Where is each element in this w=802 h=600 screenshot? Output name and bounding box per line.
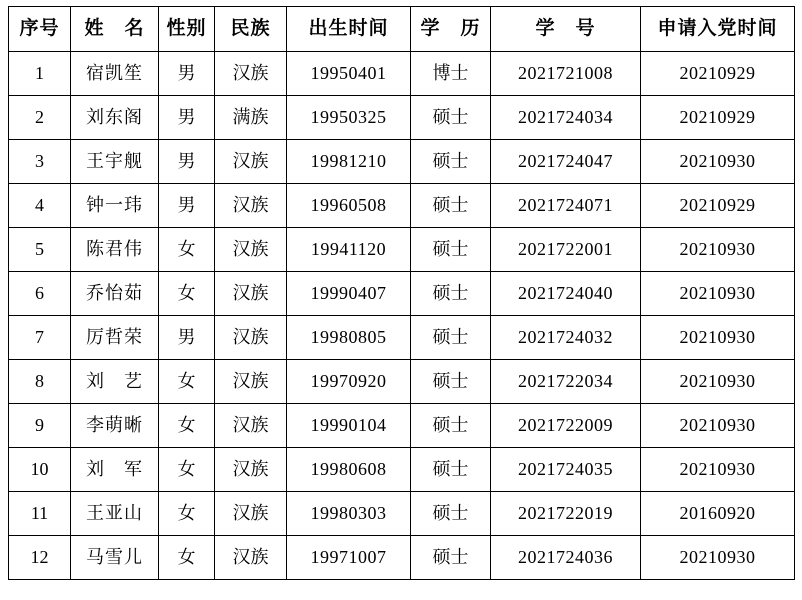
cell-student-id: 2021722001	[491, 228, 641, 272]
cell-student-id: 2021722009	[491, 404, 641, 448]
cell-index: 1	[9, 52, 71, 96]
cell-gender: 男	[159, 316, 215, 360]
cell-apply-date: 20160920	[641, 492, 795, 536]
column-header-ethnicity: 民族	[215, 7, 287, 52]
cell-birth-date: 19971007	[287, 536, 411, 580]
cell-student-id: 2021724035	[491, 448, 641, 492]
column-header-birth-date: 出生时间	[287, 7, 411, 52]
table-row	[9, 140, 795, 184]
cell-apply-date: 20210929	[641, 96, 795, 140]
table-row	[9, 404, 795, 448]
cell-ethnicity: 汉族	[215, 360, 287, 404]
cell-name: 刘东阁	[71, 96, 159, 140]
column-header-index: 序号	[9, 7, 71, 52]
cell-gender: 女	[159, 492, 215, 536]
table-row	[9, 360, 795, 404]
cell-index: 5	[9, 228, 71, 272]
cell-student-id: 2021721008	[491, 52, 641, 96]
cell-gender: 女	[159, 404, 215, 448]
cell-index: 4	[9, 184, 71, 228]
cell-index: 6	[9, 272, 71, 316]
cell-apply-date: 20210930	[641, 536, 795, 580]
cell-education: 硕士	[411, 96, 491, 140]
cell-ethnicity: 汉族	[215, 492, 287, 536]
table-row	[9, 52, 795, 96]
cell-name: 王宇舰	[71, 140, 159, 184]
cell-ethnicity: 满族	[215, 96, 287, 140]
column-header-education: 学 历	[411, 7, 491, 52]
table-row	[9, 184, 795, 228]
cell-name: 李萌晰	[71, 404, 159, 448]
column-header-apply-date: 申请入党时间	[641, 7, 795, 52]
cell-index: 7	[9, 316, 71, 360]
table-row	[9, 228, 795, 272]
cell-student-id: 2021724036	[491, 536, 641, 580]
cell-ethnicity: 汉族	[215, 52, 287, 96]
cell-education: 硕士	[411, 448, 491, 492]
cell-education: 硕士	[411, 536, 491, 580]
cell-apply-date: 20210930	[641, 272, 795, 316]
column-header-gender: 性别	[159, 7, 215, 52]
table-row	[9, 272, 795, 316]
cell-education: 硕士	[411, 184, 491, 228]
cell-education: 硕士	[411, 316, 491, 360]
cell-birth-date: 19981210	[287, 140, 411, 184]
cell-birth-date: 19980805	[287, 316, 411, 360]
cell-birth-date: 19941120	[287, 228, 411, 272]
cell-birth-date: 19960508	[287, 184, 411, 228]
cell-ethnicity: 汉族	[215, 228, 287, 272]
cell-index: 12	[9, 536, 71, 580]
cell-name: 刘 艺	[71, 360, 159, 404]
cell-ethnicity: 汉族	[215, 448, 287, 492]
cell-ethnicity: 汉族	[215, 404, 287, 448]
table-row	[9, 536, 795, 580]
cell-gender: 女	[159, 360, 215, 404]
cell-name: 宿凯笙	[71, 52, 159, 96]
cell-education: 硕士	[411, 404, 491, 448]
cell-name: 厉哲荣	[71, 316, 159, 360]
cell-index: 2	[9, 96, 71, 140]
cell-student-id: 2021724032	[491, 316, 641, 360]
cell-student-id: 2021724047	[491, 140, 641, 184]
cell-index: 10	[9, 448, 71, 492]
cell-birth-date: 19950401	[287, 52, 411, 96]
table-body	[9, 52, 795, 580]
table-row	[9, 448, 795, 492]
cell-name: 钟一玮	[71, 184, 159, 228]
cell-birth-date: 19980608	[287, 448, 411, 492]
cell-gender: 女	[159, 536, 215, 580]
cell-name: 陈君伟	[71, 228, 159, 272]
cell-student-id: 2021722019	[491, 492, 641, 536]
cell-ethnicity: 汉族	[215, 536, 287, 580]
party-application-roster-table	[8, 6, 795, 580]
cell-education: 硕士	[411, 360, 491, 404]
cell-student-id: 2021724034	[491, 96, 641, 140]
cell-apply-date: 20210930	[641, 316, 795, 360]
cell-birth-date: 19980303	[287, 492, 411, 536]
cell-ethnicity: 汉族	[215, 184, 287, 228]
cell-birth-date: 19950325	[287, 96, 411, 140]
cell-index: 9	[9, 404, 71, 448]
cell-name: 乔怡茹	[71, 272, 159, 316]
column-header-name: 姓 名	[71, 7, 159, 52]
cell-apply-date: 20210930	[641, 228, 795, 272]
cell-education: 硕士	[411, 228, 491, 272]
cell-gender: 女	[159, 448, 215, 492]
table-header-row	[9, 7, 795, 52]
cell-ethnicity: 汉族	[215, 316, 287, 360]
cell-birth-date: 19990104	[287, 404, 411, 448]
cell-birth-date: 19990407	[287, 272, 411, 316]
column-header-student-id: 学 号	[491, 7, 641, 52]
cell-index: 8	[9, 360, 71, 404]
cell-student-id: 2021722034	[491, 360, 641, 404]
table-header	[9, 7, 795, 52]
table-row	[9, 316, 795, 360]
cell-apply-date: 20210930	[641, 360, 795, 404]
cell-education: 硕士	[411, 272, 491, 316]
cell-birth-date: 19970920	[287, 360, 411, 404]
cell-apply-date: 20210930	[641, 404, 795, 448]
cell-ethnicity: 汉族	[215, 140, 287, 184]
cell-gender: 男	[159, 140, 215, 184]
cell-name: 王亚山	[71, 492, 159, 536]
cell-index: 3	[9, 140, 71, 184]
cell-education: 博士	[411, 52, 491, 96]
cell-gender: 男	[159, 184, 215, 228]
cell-apply-date: 20210929	[641, 184, 795, 228]
cell-apply-date: 20210930	[641, 448, 795, 492]
cell-gender: 女	[159, 272, 215, 316]
cell-apply-date: 20210929	[641, 52, 795, 96]
cell-student-id: 2021724071	[491, 184, 641, 228]
table-row	[9, 96, 795, 140]
cell-name: 马雪儿	[71, 536, 159, 580]
cell-gender: 男	[159, 52, 215, 96]
cell-index: 11	[9, 492, 71, 536]
cell-education: 硕士	[411, 140, 491, 184]
cell-gender: 女	[159, 228, 215, 272]
cell-gender: 男	[159, 96, 215, 140]
table-row	[9, 492, 795, 536]
cell-ethnicity: 汉族	[215, 272, 287, 316]
cell-apply-date: 20210930	[641, 140, 795, 184]
cell-name: 刘 军	[71, 448, 159, 492]
cell-education: 硕士	[411, 492, 491, 536]
cell-student-id: 2021724040	[491, 272, 641, 316]
